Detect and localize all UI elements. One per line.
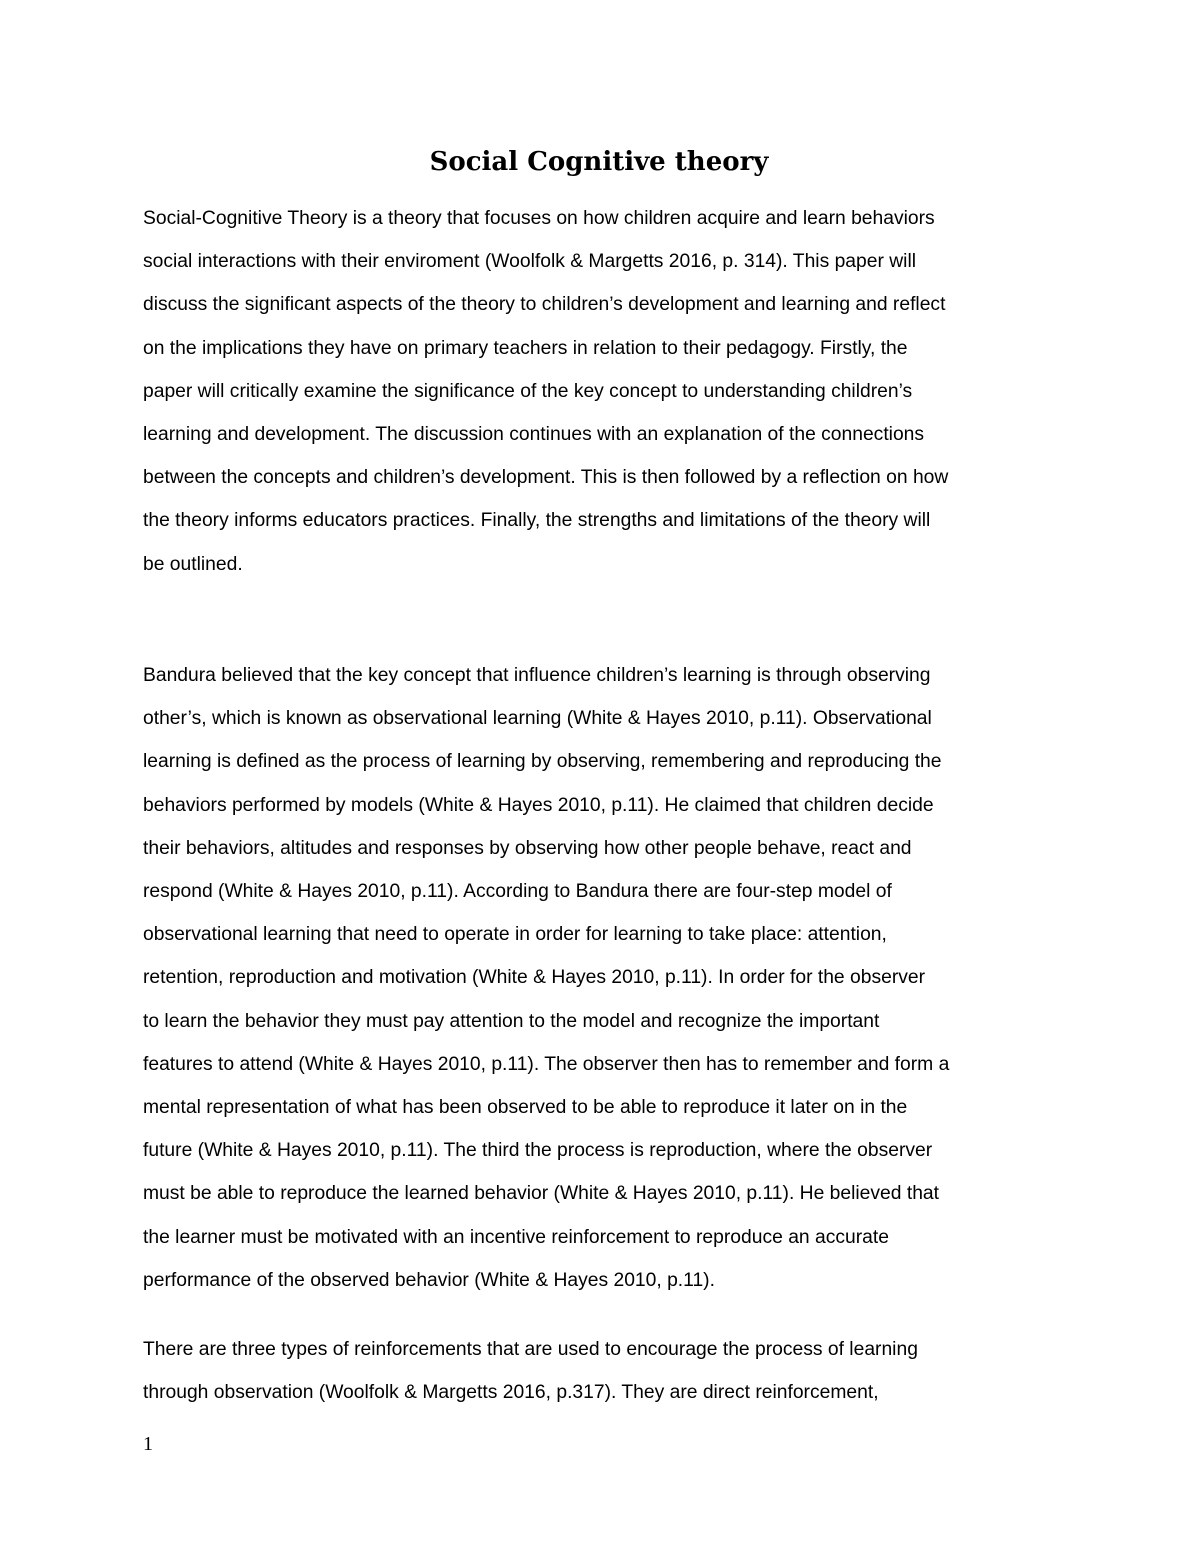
- text-line: learning is defined as the process of learning by observing, remembering and reproducing the: [143, 751, 942, 773]
- text-line: social interactions with their enviroment (Woolfolk & Margetts 2016, p. 314). This paper will: [143, 251, 917, 273]
- text-line: learning and development. The discussion continues with an explanation of the connections: [143, 424, 925, 446]
- text-line: retention, reproduction and motivation (White & Hayes 2010, p.11). In order for the observer: [143, 967, 926, 989]
- text-line: respond (White & Hayes 2010, p.11). According to Bandura there are four-step model of: [143, 881, 892, 903]
- page-number: 1: [143, 1433, 153, 1455]
- text-line: other’s, which is known as observational learning (White & Hayes 2010, p.11). Observational: [143, 708, 932, 730]
- text-line: paper will critically examine the significance of the key concept to understanding children’s: [143, 380, 913, 402]
- text-line: behaviors performed by models (White & Hayes 2010, p.11). He claimed that children decide: [143, 794, 934, 816]
- text-line: performance of the observed behavior (White & Hayes 2010, p.11).: [143, 1269, 715, 1291]
- text-line: between the concepts and children’s development. This is then followed by a reflection on how: [143, 467, 949, 489]
- text-line: future (White & Hayes 2010, p.11). The third the process is reproduction, where the observer: [143, 1140, 933, 1162]
- paragraph-observational-learning: [143, 654, 1055, 1302]
- text-line: features to attend (White & Hayes 2010, p.11). The observer then has to remember and form a: [143, 1053, 950, 1075]
- text-line: must be able to reproduce the learned behavior (White & Hayes 2010, p.11). He believed that: [143, 1183, 940, 1205]
- document-title: Social Cognitive theory: [429, 147, 769, 177]
- text-line: to learn the behavior they must pay attention to the model and recognize the important: [143, 1010, 880, 1032]
- text-line: their behaviors, altitudes and responses by observing how other people behave, react and: [143, 837, 912, 859]
- text-line: the learner must be motivated with an incentive reinforcement to reproduce an accurate: [143, 1226, 889, 1248]
- text-line: observational learning that need to operate in order for learning to take place: attention,: [143, 924, 887, 946]
- paragraph-introduction: [143, 197, 1055, 586]
- paragraph-reinforcements: [143, 1328, 1055, 1414]
- text-line: on the implications they have on primary teachers in relation to their pedagogy. Firstly, the: [143, 337, 908, 359]
- text-line: be outlined.: [143, 553, 243, 575]
- text-line: Bandura believed that the key concept that influence children’s learning is through observing: [143, 665, 931, 686]
- text-line: through observation (Woolfolk & Margetts 2016, p.317). They are direct reinforcement,: [143, 1382, 879, 1404]
- text-line: discuss the significant aspects of the theory to children’s development and learning and reflect: [143, 294, 946, 316]
- text-line: the theory informs educators practices. Finally, the strengths and limitations of the theory will: [143, 510, 931, 532]
- text-line: mental representation of what has been observed to be able to reproduce it later on in the: [143, 1097, 908, 1119]
- text-line: Social-Cognitive Theory is a theory that focuses on how children acquire and learn behaviors: [143, 208, 935, 229]
- text-line: There are three types of reinforcements that are used to encourage the process of learning: [143, 1339, 918, 1360]
